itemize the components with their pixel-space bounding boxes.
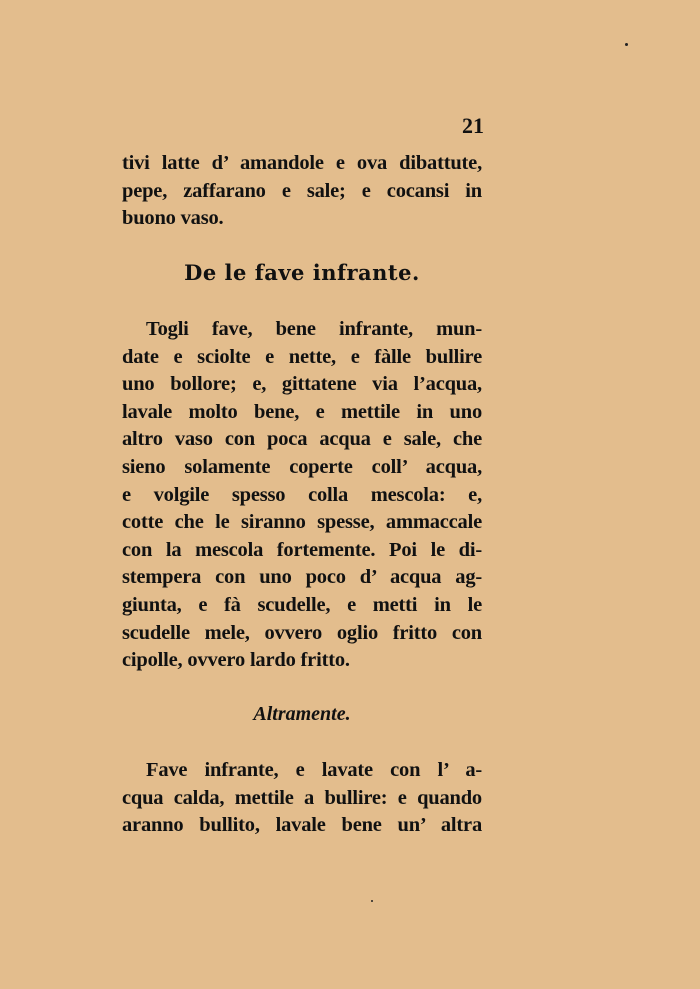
text-line: con la mescola fortemente. Poi le di-: [122, 538, 482, 561]
page-number: 21: [462, 113, 484, 138]
section-paragraph: [122, 316, 482, 675]
ink-speck: [625, 43, 628, 46]
text-line: date e sciolte e nette, e fàlle bullire: [122, 345, 482, 368]
text-line: lavale molto bene, e mettile in uno: [122, 400, 482, 423]
text-line: pepe, zaffarano e sale; e cocansi in: [122, 179, 482, 202]
text-line: Fave infrante, e lavate con l’ a-: [146, 759, 482, 781]
text-line: altro vaso con poca acqua e sale, che: [122, 428, 482, 451]
ink-speck: [371, 900, 373, 902]
text-line: aranno bullito, lavale bene un’ altra: [122, 814, 482, 837]
text-line: buono vaso.: [122, 207, 224, 230]
text-line: e volgile spesso colla mescola: e,: [122, 483, 482, 506]
text-line: cipolle, ovvero lardo fritto.: [122, 649, 350, 672]
text-line: tivi latte d’ amandole e ova dibattute,: [122, 152, 482, 174]
text-line: cotte che le siranno spesse, ammaccale: [122, 511, 482, 534]
section-heading: De le fave infrante.: [184, 260, 420, 285]
text-line: Togli fave, bene infrante, mun-: [146, 318, 482, 340]
text-line: giunta, e fà scudelle, e metti in le: [122, 593, 482, 616]
section-paragraph: [122, 757, 482, 840]
text-line: sieno solamente coperte coll’ acqua,: [122, 455, 482, 478]
intro-paragraph: [122, 150, 482, 233]
text-line: scudelle mele, ovvero oglio fritto con: [122, 621, 482, 644]
section-heading: Altramente.: [253, 703, 351, 725]
text-line: uno bollore; e, gittatene via l’acqua,: [122, 373, 482, 396]
text-line: stempera con uno poco d’ acqua ag-: [122, 566, 482, 589]
text-line: cqua calda, mettile a bullire: e quando: [122, 786, 482, 809]
